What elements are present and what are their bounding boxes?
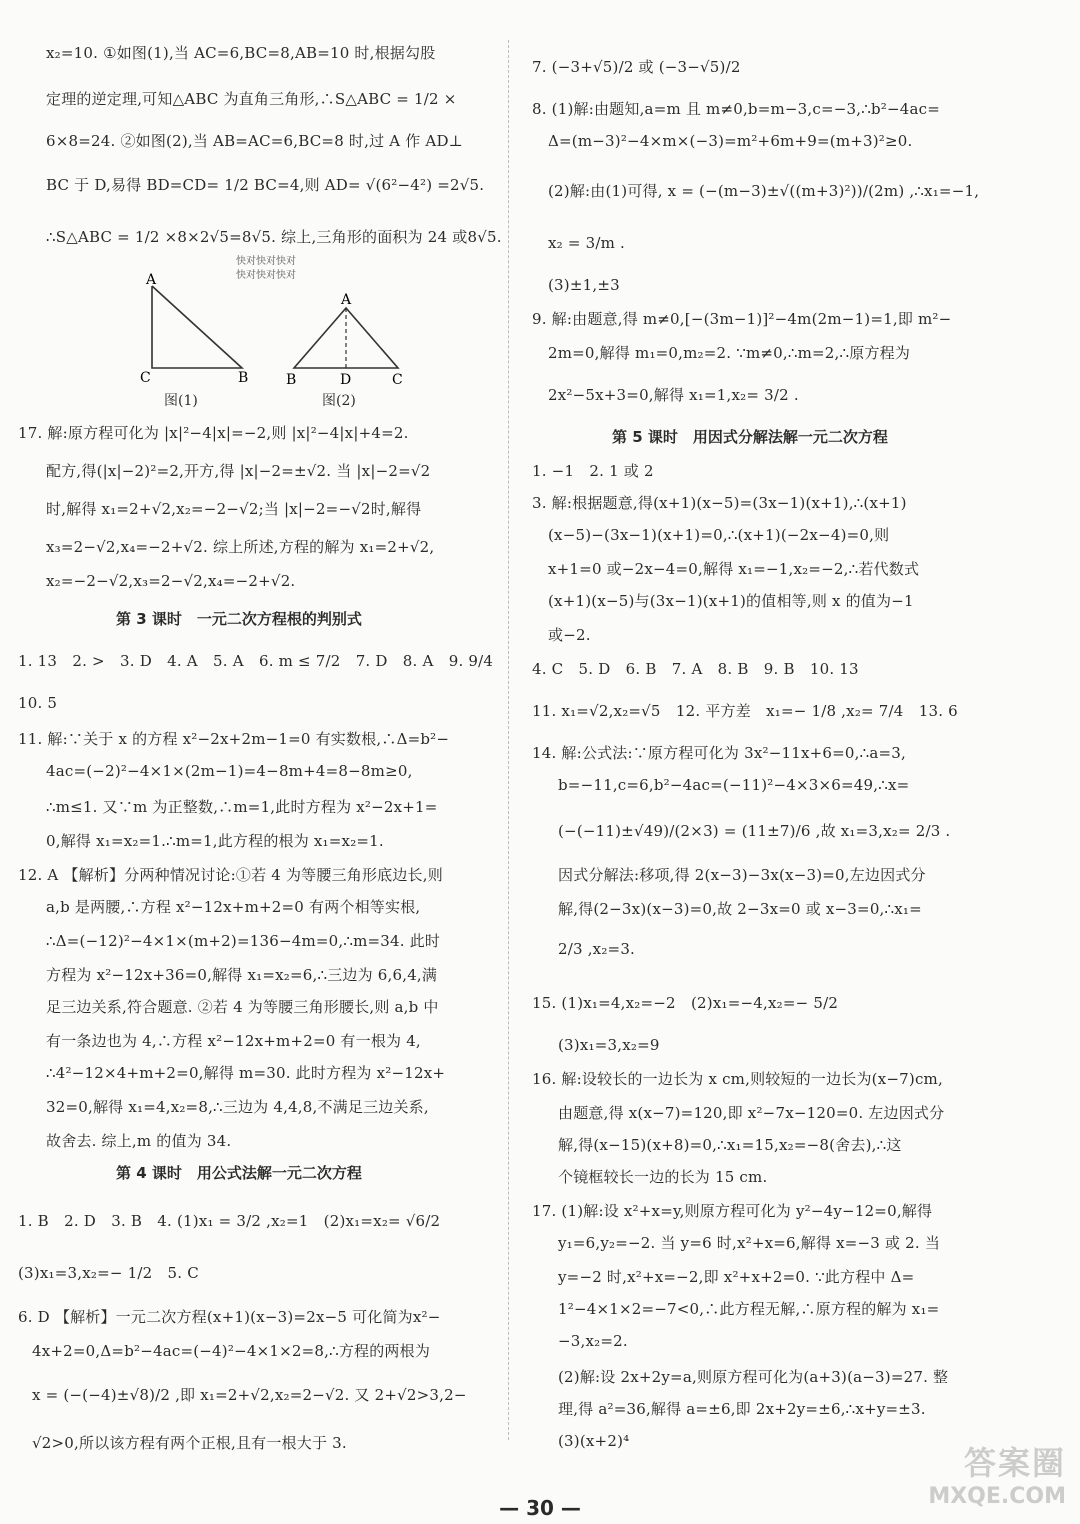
text-line: 或−2. xyxy=(548,626,591,644)
fig2-label-c: C xyxy=(392,372,403,388)
watermark-text: 答案圈 xyxy=(963,1444,1066,1482)
text-line: 15. (1)x₁=4,x₂=−2 (2)x₁=−4,x₂=− 5/2 xyxy=(532,994,839,1012)
text-line: 32=0,解得 x₁=4,x₂=8,∴三边为 4,4,8,不满足三边关系, xyxy=(46,1098,429,1116)
text-line: x = (−(−4)±√8)/2 ,即 x₁=2+√2,x₂=2−√2. 又 2+√2>3,2− xyxy=(32,1386,467,1404)
page-number: — 30 — xyxy=(499,1496,581,1520)
text-line: 解,得(2−3x)(x−3)=0,故 2−3x=0 或 x−3=0,∴x₁= xyxy=(558,900,922,918)
text-line: x₂=10. ①如图(1),当 AC=6,BC=8,AB=10 时,根据勾股 xyxy=(46,44,436,62)
text-line: 16. 解:设较长的一边长为 x cm,则较短的一边长为(x−7)cm, xyxy=(532,1070,943,1088)
text-line: (2)解:由(1)可得, x = (−(m−3)±√((m+3)²))/(2m) ,∴x₁=−1, xyxy=(548,182,980,200)
fig1-label-b: B xyxy=(238,370,249,386)
text-line: 由题意,得 x(x−7)=120,即 x²−7x−120=0. 左边因式分 xyxy=(558,1104,945,1122)
text-line: x₃=2−√2,x₄=−2+√2. 综上所述,方程的解为 x₁=2+√2, xyxy=(46,538,435,556)
text-line: 2m=0,解得 m₁=0,m₂=2. ∵m≠0,∴m=2,∴原方程为 xyxy=(548,344,911,362)
text-line: 1. 13 2. > 3. D 4. A 5. A 6. m ≤ 7/2 7. D 8. A 9. 9/4 xyxy=(18,652,494,670)
text-line: 6×8=24. ②如图(2),当 AB=AC=6,BC=8 时,过 A 作 AD⊥ xyxy=(46,132,463,150)
text-line: 1. B 2. D 3. B 4. (1)x₁ = 3/2 ,x₂=1 (2)x₁=x₂= √6/2 xyxy=(18,1212,441,1230)
text-line: 1²−4×1×2=−7<0,∴此方程无解,∴原方程的解为 x₁= xyxy=(558,1300,940,1318)
watermark-url: MXQE.COM xyxy=(928,1484,1066,1509)
text-line: 12. A 【解析】分两种情况讨论:①若 4 为等腰三角形底边长,则 xyxy=(18,866,443,884)
figure-1-caption: 图(1) xyxy=(164,393,198,409)
text-line: 2/3 ,x₂=3. xyxy=(558,940,636,958)
text-line: 4. C 5. D 6. B 7. A 8. B 9. B 10. 13 xyxy=(532,660,859,678)
text-line: (−(−11)±√49)/(2×3) = (11±7)/6 ,故 x₁=3,x₂= 2/3 . xyxy=(558,822,951,840)
text-line: ∴4²−12×4+m+2=0,解得 m=30. 此时方程为 x²−12x+ xyxy=(46,1064,446,1082)
figure-2-isosceles-triangle xyxy=(280,288,420,388)
text-line: 解,得(x−15)(x+8)=0,∴x₁=15,x₂=−8(舍去),∴这 xyxy=(558,1136,902,1154)
watermark-logo xyxy=(896,1438,1066,1509)
text-line: y=−2 时,x²+x=−2,即 x²+x+2=0. ∵此方程中 Δ= xyxy=(558,1268,915,1286)
figure-1-right-triangle xyxy=(124,268,274,388)
text-line: 10. 5 xyxy=(18,694,58,712)
text-line: (x−5)−(3x−1)(x+1)=0,∴(x+1)(−2x−4)=0,则 xyxy=(548,526,890,544)
section-heading: 第 5 课时 用因式分解法解一元二次方程 xyxy=(612,428,888,446)
text-line: x₂ = 3/m . xyxy=(548,234,625,252)
text-line: x₂=−2−√2,x₃=2−√2,x₄=−2+√2. xyxy=(46,572,296,590)
text-line: ∴Δ=(−12)²−4×1×(m+2)=136−4m=0,∴m=34. 此时 xyxy=(46,932,441,950)
text-line: 8. (1)解:由题知,a=m 且 m≠0,b=m−3,c=−3,∴b²−4ac= xyxy=(532,100,941,118)
text-line: 11. x₁=√2,x₂=√5 12. 平方差 x₁=− 1/8 ,x₂= 7/4 13. 6 xyxy=(532,702,958,720)
text-line: 理,得 a²=36,解得 a=±6,即 2x+2y=±6,∴x+y=±3. xyxy=(558,1400,926,1418)
stamp-text: 快对快对快对 xyxy=(236,270,296,281)
text-line: 时,解得 x₁=2+√2,x₂=−2−√2;当 |x|−2=−√2时,解得 xyxy=(46,500,422,518)
text-line: 17. (1)解:设 x²+x=y,则原方程可化为 y²−4y−12=0,解得 xyxy=(532,1202,933,1220)
text-line: 7. (−3+√5)/2 或 (−3−√5)/2 xyxy=(532,58,741,76)
text-line: 3. 解:根据题意,得(x+1)(x−5)=(3x−1)(x+1),∴(x+1) xyxy=(532,494,907,512)
text-line: 定理的逆定理,可知△ABC 为直角三角形,∴S△ABC = 1/2 × xyxy=(46,90,457,108)
fig1-label-a: A xyxy=(146,272,157,288)
text-line: BC 于 D,易得 BD=CD= 1/2 BC=4,则 AD= √(6²−4²) =2√5. xyxy=(46,176,485,194)
text-line: 方程为 x²−12x+36=0,解得 x₁=x₂=6,∴三边为 6,6,4,满 xyxy=(46,966,438,984)
text-line: x+1=0 或−2x−4=0,解得 x₁=−1,x₂=−2,∴若代数式 xyxy=(548,560,920,578)
fig2-label-d: D xyxy=(340,372,352,388)
text-line: 6. D 【解析】一元二次方程(x+1)(x−3)=2x−5 可化简为x²− xyxy=(18,1308,441,1326)
text-line: 配方,得(|x|−2)²=2,开方,得 |x|−2=±√2. 当 |x|−2=√2 xyxy=(46,462,431,480)
text-line: 0,解得 x₁=x₂=1.∴m=1,此方程的根为 x₁=x₂=1. xyxy=(46,832,384,850)
fig2-label-a: A xyxy=(341,292,352,308)
text-line: (2)解:设 2x+2y=a,则原方程可化为(a+3)(a−3)=27. 整 xyxy=(558,1368,949,1386)
section-heading: 第 4 课时 用公式法解一元二次方程 xyxy=(116,1164,362,1182)
text-line: 个镜框较长一边的长为 15 cm. xyxy=(558,1168,768,1186)
figure-2-caption: 图(2) xyxy=(322,393,356,409)
text-line: 9. 解:由题意,得 m≠0,[−(3m−1)]²−4m(2m−1)=1,即 m²− xyxy=(532,310,952,328)
text-line: Δ=(m−3)²−4×m×(−3)=m²+6m+9=(m+3)²≥0. xyxy=(548,132,913,150)
stamp-text: 快对快对快对 xyxy=(236,256,296,267)
text-line: √2>0,所以该方程有两个正根,且有一根大于 3. xyxy=(32,1434,347,1452)
text-line: a,b 是两腰,∴方程 x²−12x+m+2=0 有两个相等实根, xyxy=(46,898,421,916)
text-line: (3)x₁=3,x₂=9 xyxy=(558,1036,660,1054)
text-line: 故舍去. 综上,m 的值为 34. xyxy=(46,1132,232,1150)
text-line: 因式分解法:移项,得 2(x−3)−3x(x−3)=0,左边因式分 xyxy=(558,866,926,884)
text-line: 17. 解:原方程可化为 |x|²−4|x|=−2,则 |x|²−4|x|+4=2. xyxy=(18,424,409,442)
text-line: 4x+2=0,Δ=b²−4ac=(−4)²−4×1×2=8,∴方程的两根为 xyxy=(32,1342,431,1360)
text-line: 11. 解:∵关于 x 的方程 x²−2x+2m−1=0 有实数根,∴Δ=b²− xyxy=(18,730,450,748)
text-line: 足三边关系,符合题意. ②若 4 为等腰三角形腰长,则 a,b 中 xyxy=(46,998,439,1016)
text-line: ∴S△ABC = 1/2 ×8×2√5=8√5. 综上,三角形的面积为 24 或8√5. xyxy=(46,228,502,246)
fig2-label-b: B xyxy=(286,372,297,388)
section-heading: 第 3 课时 一元二次方程根的判别式 xyxy=(116,610,362,628)
text-line: b=−11,c=6,b²−4ac=(−11)²−4×3×6=49,∴x= xyxy=(558,776,910,794)
text-line: 4ac=(−2)²−4×1×(2m−1)=4−8m+4=8−8m≥0, xyxy=(46,762,413,780)
text-line: (3)x₁=3,x₂=− 1/2 5. C xyxy=(18,1264,199,1282)
text-line: y₁=6,y₂=−2. 当 y=6 时,x²+x=6,解得 x=−3 或 2. 当 xyxy=(558,1234,941,1252)
text-line: 14. 解:公式法:∵原方程可化为 3x²−11x+6=0,∴a=3, xyxy=(532,744,906,762)
text-line: ∴m≤1. 又∵m 为正整数,∴m=1,此时方程为 x²−2x+1= xyxy=(46,798,438,816)
text-line: (x+1)(x−5)与(3x−1)(x+1)的值相等,则 x 的值为−1 xyxy=(548,592,914,610)
text-line: 2x²−5x+3=0,解得 x₁=1,x₂= 3/2 . xyxy=(548,386,799,404)
fig1-label-c: C xyxy=(140,370,151,386)
text-line: −3,x₂=2. xyxy=(558,1332,628,1350)
text-line: 有一条边也为 4,∴方程 x²−12x+m+2=0 有一根为 4, xyxy=(46,1032,421,1050)
column-divider xyxy=(508,40,509,1440)
text-line: (3)±1,±3 xyxy=(548,276,620,294)
text-line: (3)(x+2)⁴ xyxy=(558,1432,630,1450)
text-line: 1. −1 2. 1 或 2 xyxy=(532,462,654,480)
